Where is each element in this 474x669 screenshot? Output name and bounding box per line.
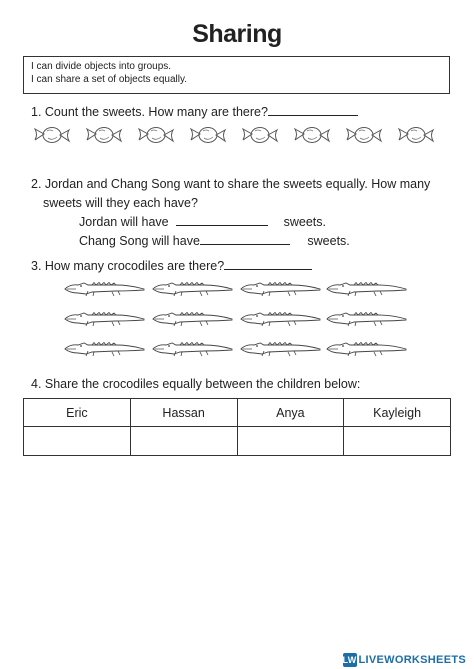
child-name-cell: Kayleigh <box>344 399 451 427</box>
crocodile-icon <box>241 343 320 357</box>
wrapped-candy-icon <box>87 128 121 143</box>
chang-label: Chang Song will have <box>79 234 200 248</box>
liveworksheets-badge-icon: LW <box>342 655 357 665</box>
answer-cell-anya[interactable] <box>237 427 344 456</box>
crocodile-icon <box>241 313 320 327</box>
question-2-line-2: sweets will they each have? <box>43 196 198 210</box>
wrapped-candy-icon <box>35 128 69 143</box>
crocodiles-grid <box>60 277 412 370</box>
question-2 <box>31 175 430 251</box>
learning-objectives-box <box>23 56 450 94</box>
share-table-header-row <box>24 399 451 427</box>
crocodile-icon <box>65 343 144 357</box>
question-4 <box>31 375 360 394</box>
wrapped-candy-icon <box>191 128 225 143</box>
wrapped-candy-icon <box>347 128 381 143</box>
question-3-text: 3. How many crocodiles are there? <box>31 259 225 273</box>
sweets-illustration <box>33 123 443 145</box>
wrapped-candy-icon <box>399 128 433 143</box>
answer-cell-kayleigh[interactable] <box>344 427 451 456</box>
answer-cell-eric[interactable] <box>24 427 131 456</box>
liveworksheets-logo <box>343 653 467 667</box>
crocodile-icon <box>241 283 320 297</box>
jordan-label: Jordan will have <box>79 215 169 229</box>
question-1 <box>31 103 358 122</box>
jordan-suffix: sweets. <box>283 215 326 229</box>
brand-name: LIVEWORKSHEETS <box>358 654 466 666</box>
crocodile-icon <box>65 313 144 327</box>
crocodile-icon <box>327 283 406 297</box>
crocodile-icon <box>153 313 232 327</box>
chang-suffix: sweets. <box>307 234 350 248</box>
wrapped-candy-icon <box>295 128 329 143</box>
chang-answer-line <box>31 232 430 251</box>
answer-blank-crocodile-count[interactable] <box>224 257 312 270</box>
wrapped-candy-icon <box>243 128 277 143</box>
crocodile-icon <box>65 283 144 297</box>
child-name-cell: Hassan <box>130 399 237 427</box>
answer-cell-hassan[interactable] <box>130 427 237 456</box>
question-3 <box>31 257 312 276</box>
jordan-answer-line <box>31 213 430 232</box>
question-4-text: 4. Share the crocodiles equally between the children below: <box>31 377 361 391</box>
page-title: Sharing <box>192 20 282 48</box>
share-table <box>23 398 451 456</box>
answer-blank-sweet-count[interactable] <box>268 103 358 116</box>
child-name-cell: Eric <box>24 399 131 427</box>
crocodile-icon <box>153 343 232 357</box>
question-2-line-1: 2. Jordan and Chang Song want to share the sweets equally. How many <box>31 177 431 191</box>
objective-line: I can share a set of objects equally. <box>31 74 188 85</box>
child-name-cell: Anya <box>237 399 344 427</box>
crocodile-icon <box>153 283 232 297</box>
answer-blank-jordan[interactable] <box>176 213 268 226</box>
question-1-text: 1. Count the sweets. How many are there? <box>31 105 268 119</box>
crocodiles-illustration <box>60 277 412 365</box>
wrapped-candy-icon <box>139 128 173 143</box>
sweets-row <box>33 123 443 150</box>
answer-blank-chang[interactable] <box>200 232 290 245</box>
crocodile-icon <box>327 343 406 357</box>
crocodile-icon <box>327 313 406 327</box>
share-table-answer-row <box>24 427 451 456</box>
objective-line: I can divide objects into groups. <box>31 61 172 72</box>
